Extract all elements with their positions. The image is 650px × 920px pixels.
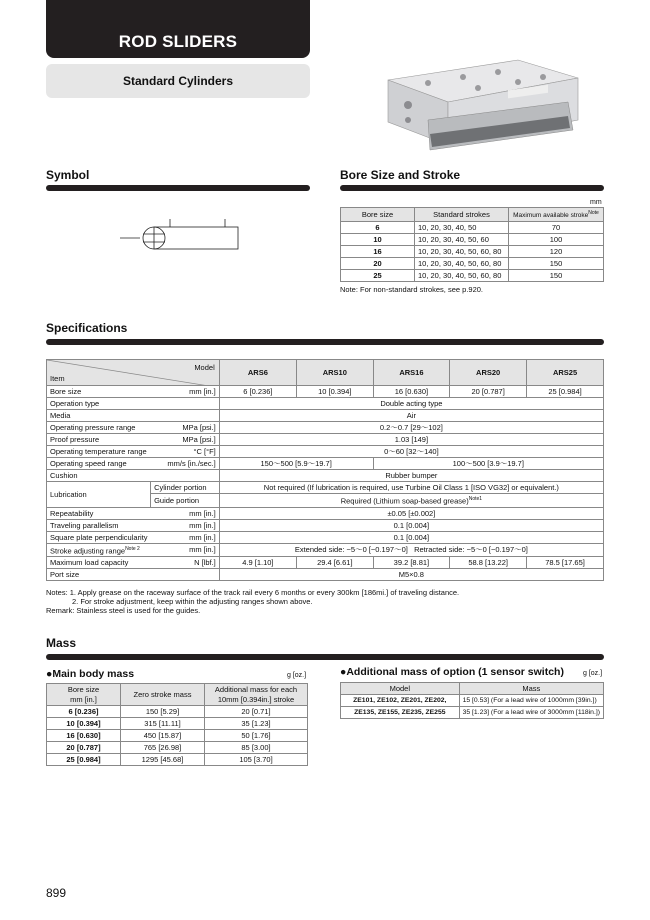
spec-note-1: Notes: 1. Apply grease on the raceway surface of the track rail every 6 months or every 300km [186mi.] of traveling distance. — [46, 588, 460, 597]
table-row — [341, 234, 604, 246]
bore-header-max — [509, 208, 604, 222]
value-cell: 16 [0.630] — [373, 386, 450, 398]
row-label: Proof pressure — [47, 434, 151, 446]
value-cell: Extended side: −5～0 [−0.197～0] Retracted side: −5～0 [−0.197～0] — [219, 543, 603, 557]
cylinder-symbol — [110, 214, 250, 260]
row-unit: mm [in.] — [151, 531, 220, 543]
row-unit: N [lbf.] — [151, 557, 220, 569]
bore-cell: 20 — [341, 258, 415, 270]
add-mass-cell: 85 [3.00] — [205, 742, 308, 754]
bore-cell: 10 — [341, 234, 415, 246]
header-banner — [46, 0, 310, 58]
bore-cell: 16 — [341, 246, 415, 258]
add-mass-cell: 35 [1.23] — [205, 718, 308, 730]
opt-header-model: Model — [341, 683, 460, 695]
spec-header-row — [47, 360, 604, 386]
zero-mass-cell: 450 [15.87] — [121, 730, 205, 742]
value-cell: 20 [0.787] — [450, 386, 527, 398]
value-cell: 100～500 [3.9～19.7] — [373, 458, 603, 470]
model-ars10: ARS10 — [297, 360, 374, 386]
bore-cell: 6 — [341, 222, 415, 234]
spec-note-2: 2. For stroke adjustment, keep within the adjusting ranges shown above. — [72, 597, 313, 606]
stroke-cell: 10, 20, 30, 40, 50, 60 — [415, 234, 509, 246]
row-label: Port size — [47, 569, 220, 581]
header-model: Model — [194, 363, 215, 372]
row-label: Operating speed range — [47, 458, 151, 470]
bore-heading: Bore Size and Stroke — [340, 168, 461, 182]
table-row — [47, 718, 308, 730]
max-cell: 150 — [509, 258, 604, 270]
table-row — [47, 434, 604, 446]
option-mass-title: ●Additional mass of option (1 sensor switch) — [340, 666, 564, 678]
table-row — [47, 470, 604, 482]
row-unit: mm [in.] — [151, 507, 220, 519]
row-label: Cushion — [47, 470, 220, 482]
table-row — [47, 507, 604, 519]
stroke-cell: 10, 20, 30, 40, 50, 60, 80 — [415, 246, 509, 258]
bore-cell: 6 [0.236] — [47, 706, 121, 718]
max-cell: 120 — [509, 246, 604, 258]
row-unit: mm [in.] — [151, 386, 220, 398]
stroke-cell: 10, 20, 30, 40, 50 — [415, 222, 509, 234]
row-unit: MPa [psi.] — [151, 434, 220, 446]
value-cell: Double acting type — [219, 398, 603, 410]
value-cell: M5×0.8 — [219, 569, 603, 581]
table-row — [47, 569, 604, 581]
option-mass-table — [340, 682, 604, 719]
row-label: Operation type — [47, 398, 220, 410]
spec-remark: Remark: Stainless steel is used for the guides. — [46, 606, 201, 615]
mass-header-bore-2: mm [in.] — [70, 694, 97, 704]
table-row — [341, 258, 604, 270]
value-cell: Rubber bumper — [219, 470, 603, 482]
opt-header-mass: Mass — [459, 683, 603, 695]
bore-note: Note: For non-standard strokes, see p.920. — [340, 285, 483, 294]
value-cell: 0.1 [0.004] — [219, 531, 603, 543]
bore-cell: 25 — [341, 270, 415, 282]
table-row — [47, 519, 604, 531]
value-cell: Air — [219, 410, 603, 422]
mass-header-bore-1: Bore size — [67, 684, 100, 694]
value-cell: 0.1 [0.004] — [219, 519, 603, 531]
mass-header-add-2: 10mm [0.394in.] stroke — [217, 694, 295, 704]
bore-unit: mm — [590, 199, 602, 206]
value-cell: 78.5 [17.65] — [527, 557, 604, 569]
value-cell: 0.2～0.7 [29～102] — [219, 422, 603, 434]
opt-model-cell: ZE101, ZE102, ZE201, ZE202, — [341, 695, 460, 707]
page-title: ROD SLIDERS — [118, 32, 238, 51]
bore-rule — [340, 185, 604, 191]
table-row — [47, 557, 604, 569]
guide-value: Required (Lithium soap-based grease) — [340, 496, 469, 506]
table-row — [47, 742, 308, 754]
symbol-rule — [46, 185, 310, 191]
table-row — [341, 222, 604, 234]
page-number: 899 — [46, 886, 67, 900]
table-row — [47, 398, 604, 410]
bore-cell: 10 [0.394] — [47, 718, 121, 730]
bore-cell: 20 [0.787] — [47, 742, 121, 754]
table-row — [47, 543, 604, 557]
stroke-cell: 10, 20, 30, 40, 50, 60, 80 — [415, 270, 509, 282]
header-item: Item — [50, 374, 65, 383]
mass-header-add-1: Additional mass for each — [214, 684, 298, 694]
table-row — [47, 730, 308, 742]
mass-heading: Mass — [46, 636, 77, 650]
row-unit: MPa [psi.] — [151, 422, 220, 434]
value-cell: 39.2 [8.81] — [373, 557, 450, 569]
specifications-table — [46, 359, 604, 581]
zero-mass-cell: 765 [26.98] — [121, 742, 205, 754]
table-row — [341, 695, 604, 707]
mass-header-bore — [47, 684, 121, 706]
row-sublabel: Cylinder portion — [151, 482, 220, 494]
max-cell: 150 — [509, 270, 604, 282]
table-row — [47, 446, 604, 458]
table-row — [47, 482, 604, 494]
opt-mass-cell: 35 [1.23] (For a lead wire of 3000mm [118in.]) — [459, 707, 603, 719]
bore-header-max-label: Maximum available stroke — [513, 212, 589, 220]
specs-heading: Specifications — [46, 321, 128, 335]
value-cell: 29.4 [6.61] — [297, 557, 374, 569]
table-row — [341, 707, 604, 719]
value-cell: ±0.05 [±0.002] — [219, 507, 603, 519]
guide-note: Note1 — [468, 496, 483, 502]
model-item-cell — [47, 360, 220, 386]
table-row — [47, 458, 604, 470]
symbol-heading: Symbol — [46, 168, 90, 182]
value-cell: 58.8 [13.22] — [450, 557, 527, 569]
value-cell: 6 [0.236] — [219, 386, 296, 398]
max-cell: 70 — [509, 222, 604, 234]
row-label: Square plate perpendicularity — [47, 531, 151, 543]
product-photo — [368, 50, 583, 160]
bore-cell: 25 [0.984] — [47, 754, 121, 766]
bore-header-size: Bore size — [341, 208, 415, 222]
add-mass-cell: 105 [3.70] — [205, 754, 308, 766]
row-label: Lubrication — [47, 482, 151, 508]
main-mass-table — [46, 683, 308, 766]
stroke-adj-label: Stroke adjusting range — [50, 546, 126, 555]
mass-header-add — [205, 684, 308, 706]
bore-stroke-table — [340, 207, 604, 282]
table-row — [47, 754, 308, 766]
model-ars25: ARS25 — [527, 360, 604, 386]
stroke-adj-note: Note 2 — [125, 545, 140, 552]
max-cell: 100 — [509, 234, 604, 246]
zero-mass-cell: 1295 [45.68] — [121, 754, 205, 766]
model-ars20: ARS20 — [450, 360, 527, 386]
bore-header-max-note: Note — [588, 210, 599, 216]
row-unit: mm [in.] — [151, 543, 220, 557]
specs-rule — [46, 339, 604, 345]
row-label: Maximum load capacity — [47, 557, 151, 569]
table-row — [47, 386, 604, 398]
diagonal-line — [47, 360, 209, 386]
option-mass-unit: g [oz.] — [583, 670, 603, 677]
table-row — [341, 246, 604, 258]
value-cell: Not required (If lubrication is required, use Turbine Oil Class 1 [ISO VG32] or equivalent.) — [219, 482, 603, 494]
page-subtitle: Standard Cylinders — [122, 74, 234, 88]
table-row — [47, 410, 604, 422]
opt-model-cell: ZE135, ZE155, ZE235, ZE255 — [341, 707, 460, 719]
main-mass-unit: g [oz.] — [287, 672, 307, 679]
zero-mass-cell: 315 [11.11] — [121, 718, 205, 730]
row-label: Operating temperature range — [47, 446, 151, 458]
main-mass-title: ●Main body mass — [46, 668, 135, 680]
spec-notes — [46, 588, 459, 615]
mass-header-zero: Zero stroke mass — [121, 684, 205, 706]
value-cell: 150～500 [5.9～19.7] — [219, 458, 373, 470]
add-mass-cell: 50 [1.76] — [205, 730, 308, 742]
row-label: Repeatability — [47, 507, 151, 519]
table-row — [341, 270, 604, 282]
value-cell: 10 [0.394] — [297, 386, 374, 398]
zero-mass-cell: 150 [5.29] — [121, 706, 205, 718]
row-label: Media — [47, 410, 220, 422]
bore-header-strokes: Standard strokes — [415, 208, 509, 222]
row-label: Traveling parallelism — [47, 519, 151, 531]
row-label — [47, 543, 151, 557]
stroke-cell: 10, 20, 30, 40, 50, 60, 80 — [415, 258, 509, 270]
model-ars6: ARS6 — [219, 360, 296, 386]
row-unit: mm/s [in./sec.] — [151, 458, 220, 470]
table-row — [47, 531, 604, 543]
subtitle-banner — [46, 64, 310, 98]
table-row — [47, 422, 604, 434]
value-cell: 25 [0.984] — [527, 386, 604, 398]
value-cell: 1.03 [149] — [219, 434, 603, 446]
model-ars16: ARS16 — [373, 360, 450, 386]
value-cell — [219, 494, 603, 508]
value-cell: 4.9 [1.10] — [219, 557, 296, 569]
mass-rule — [46, 654, 604, 660]
opt-mass-cell: 15 [0.53] (For a lead wire of 1000mm [39in.]) — [459, 695, 603, 707]
table-row — [47, 706, 308, 718]
add-mass-cell: 20 [0.71] — [205, 706, 308, 718]
row-label: Bore size — [47, 386, 151, 398]
row-sublabel: Guide portion — [151, 494, 220, 508]
row-label: Operating pressure range — [47, 422, 151, 434]
row-unit: mm [in.] — [151, 519, 220, 531]
bore-cell: 16 [0.630] — [47, 730, 121, 742]
value-cell: 0～60 [32～140] — [219, 446, 603, 458]
row-unit: °C [°F] — [151, 446, 220, 458]
